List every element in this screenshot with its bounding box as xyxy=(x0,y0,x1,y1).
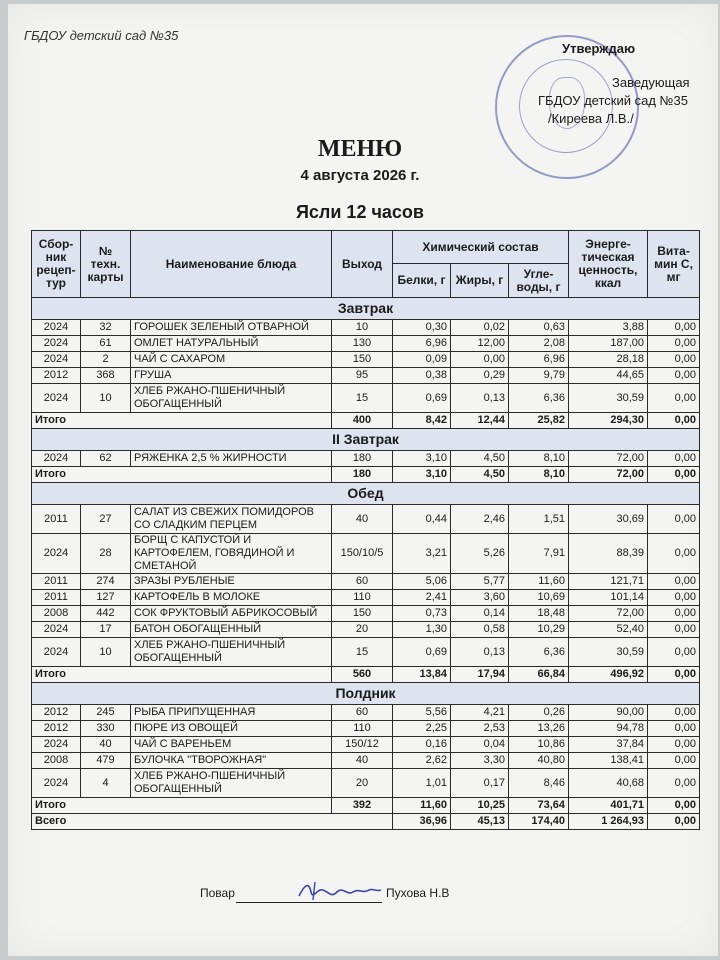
protein-cell: 0,44 xyxy=(393,505,451,534)
carbs-cell: 10,86 xyxy=(509,737,569,753)
total-row xyxy=(32,467,700,483)
protein-cell: 0,38 xyxy=(393,368,451,384)
protein-cell: 5,06 xyxy=(393,574,451,590)
dish-name-cell: ОМЛЕТ НАТУРАЛЬНЫЙ xyxy=(131,336,332,352)
carbs-cell: 10,29 xyxy=(509,622,569,638)
yield-cell: 15 xyxy=(332,638,393,667)
collection-cell: 2011 xyxy=(32,505,81,534)
table-row xyxy=(32,721,700,737)
total-fat-cell: 12,44 xyxy=(451,413,509,429)
menu-date: 4 августа 2026 г. xyxy=(300,167,420,184)
card-number-cell: 28 xyxy=(81,534,131,574)
yield-cell: 60 xyxy=(332,705,393,721)
card-number-cell: 442 xyxy=(81,606,131,622)
carbs-cell: 6,36 xyxy=(509,638,569,667)
yield-cell: 130 xyxy=(332,336,393,352)
energy-cell: 101,14 xyxy=(569,590,648,606)
total-carbs-cell: 8,10 xyxy=(509,467,569,483)
dish-name-cell: ХЛЕБ РЖАНО-ПШЕНИЧНЫЙ ОБОГАЩЕННЫЙ xyxy=(131,638,332,667)
dish-name-cell: РЫБА ПРИПУЩЕННАЯ xyxy=(131,705,332,721)
carbs-cell: 9,79 xyxy=(509,368,569,384)
protein-cell: 0,69 xyxy=(393,384,451,413)
total-protein-cell: 11,60 xyxy=(393,798,451,814)
protein-cell: 0,16 xyxy=(393,737,451,753)
col-card-header: № техн. карты xyxy=(81,231,131,298)
dish-name-cell: ЧАЙ С ВАРЕНЬЕМ xyxy=(131,737,332,753)
card-number-cell: 2 xyxy=(81,352,131,368)
card-number-cell: 330 xyxy=(81,721,131,737)
table-row xyxy=(32,705,700,721)
collection-cell: 2012 xyxy=(32,368,81,384)
section-title: Полдник xyxy=(32,683,700,705)
yield-cell: 180 xyxy=(332,451,393,467)
total-yield-cell: 392 xyxy=(332,798,393,814)
table-row xyxy=(32,590,700,606)
energy-cell: 52,40 xyxy=(569,622,648,638)
table-row xyxy=(32,769,700,798)
col-chem-header: Химический состав xyxy=(393,231,569,264)
fat-cell: 2,46 xyxy=(451,505,509,534)
card-number-cell: 127 xyxy=(81,590,131,606)
dish-name-cell: БАТОН ОБОГАЩЕННЫЙ xyxy=(131,622,332,638)
yield-cell: 150/12 xyxy=(332,737,393,753)
table-row xyxy=(32,753,700,769)
dish-name-cell: БОРЩ С КАПУСТОЙ И КАРТОФЕЛЕМ, ГОВЯДИНОЙ И СМЕТАНОЙ xyxy=(131,534,332,574)
dish-name-cell: ГРУША xyxy=(131,368,332,384)
vitamin-cell: 0,00 xyxy=(648,574,700,590)
fat-cell: 0,13 xyxy=(451,384,509,413)
energy-cell: 30,69 xyxy=(569,505,648,534)
dish-name-cell: ПЮРЕ ИЗ ОВОЩЕЙ xyxy=(131,721,332,737)
yield-cell: 15 xyxy=(332,384,393,413)
total-carbs-cell: 25,82 xyxy=(509,413,569,429)
total-fat-cell: 10,25 xyxy=(451,798,509,814)
fat-cell: 4,50 xyxy=(451,451,509,467)
yield-cell: 150/10/5 xyxy=(332,534,393,574)
fat-cell: 0,29 xyxy=(451,368,509,384)
grand-total-fat-cell: 45,13 xyxy=(451,814,509,830)
energy-cell: 30,59 xyxy=(569,384,648,413)
energy-cell: 187,00 xyxy=(569,336,648,352)
collection-cell: 2011 xyxy=(32,590,81,606)
table-row xyxy=(32,336,700,352)
organization-name: ГБДОУ детский сад №35 xyxy=(24,28,179,43)
table-row xyxy=(32,451,700,467)
total-vitamin-cell: 0,00 xyxy=(648,798,700,814)
fat-cell: 0,02 xyxy=(451,320,509,336)
carbs-cell: 40,80 xyxy=(509,753,569,769)
grand-total-energy-cell: 1 264,93 xyxy=(569,814,648,830)
grand-total-row xyxy=(32,814,700,830)
section-row xyxy=(32,429,700,451)
total-energy-cell: 72,00 xyxy=(569,467,648,483)
collection-cell: 2024 xyxy=(32,622,81,638)
energy-cell: 88,39 xyxy=(569,534,648,574)
carbs-cell: 8,10 xyxy=(509,451,569,467)
card-number-cell: 479 xyxy=(81,753,131,769)
fat-cell: 12,00 xyxy=(451,336,509,352)
collection-cell: 2008 xyxy=(32,606,81,622)
carbs-cell: 0,26 xyxy=(509,705,569,721)
card-number-cell: 4 xyxy=(81,769,131,798)
total-yield-cell: 180 xyxy=(332,467,393,483)
approval-block xyxy=(538,40,690,128)
approval-name: /Киреева Л.В./ xyxy=(548,111,634,126)
table-row xyxy=(32,606,700,622)
protein-cell: 0,09 xyxy=(393,352,451,368)
energy-cell: 72,00 xyxy=(569,606,648,622)
approval-organization: ГБДОУ детский сад №35 xyxy=(538,93,688,108)
col-fat-header: Жиры, г xyxy=(451,264,509,298)
fat-cell: 5,77 xyxy=(451,574,509,590)
dish-name-cell: ХЛЕБ РЖАНО-ПШЕНИЧНЫЙ ОБОГАЩЕННЫЙ xyxy=(131,384,332,413)
protein-cell: 0,73 xyxy=(393,606,451,622)
vitamin-cell: 0,00 xyxy=(648,737,700,753)
carbs-cell: 11,60 xyxy=(509,574,569,590)
dish-name-cell: ХЛЕБ РЖАНО-ПШЕНИЧНЫЙ ОБОГАЩЕННЫЙ xyxy=(131,769,332,798)
total-energy-cell: 294,30 xyxy=(569,413,648,429)
grand-total-vitamin-cell: 0,00 xyxy=(648,814,700,830)
carbs-cell: 10,69 xyxy=(509,590,569,606)
fat-cell: 3,60 xyxy=(451,590,509,606)
table-row xyxy=(32,320,700,336)
yield-cell: 95 xyxy=(332,368,393,384)
section-title: II Завтрак xyxy=(32,429,700,451)
card-number-cell: 10 xyxy=(81,384,131,413)
grand-total-protein-cell: 36,96 xyxy=(393,814,451,830)
carbs-cell: 6,36 xyxy=(509,384,569,413)
carbs-cell: 0,63 xyxy=(509,320,569,336)
total-vitamin-cell: 0,00 xyxy=(648,467,700,483)
table-row xyxy=(32,368,700,384)
collection-cell: 2011 xyxy=(32,574,81,590)
yield-cell: 110 xyxy=(332,721,393,737)
protein-cell: 6,96 xyxy=(393,336,451,352)
total-yield-cell: 560 xyxy=(332,667,393,683)
fat-cell: 0,14 xyxy=(451,606,509,622)
carbs-cell: 13,26 xyxy=(509,721,569,737)
protein-cell: 3,21 xyxy=(393,534,451,574)
yield-cell: 10 xyxy=(332,320,393,336)
card-number-cell: 17 xyxy=(81,622,131,638)
energy-cell: 94,78 xyxy=(569,721,648,737)
card-number-cell: 32 xyxy=(81,320,131,336)
document-title: МЕНЮ xyxy=(317,136,403,162)
carbs-cell: 6,96 xyxy=(509,352,569,368)
approval-title: Утверждаю xyxy=(562,41,636,56)
total-energy-cell: 496,92 xyxy=(569,667,648,683)
dish-name-cell: РЯЖЕНКА 2,5 % ЖИРНОСТИ xyxy=(131,451,332,467)
total-fat-cell: 17,94 xyxy=(451,667,509,683)
vitamin-cell: 0,00 xyxy=(648,451,700,467)
vitamin-cell: 0,00 xyxy=(648,590,700,606)
energy-cell: 121,71 xyxy=(569,574,648,590)
section-title: Обед xyxy=(32,483,700,505)
yield-cell: 150 xyxy=(332,352,393,368)
protein-cell: 0,69 xyxy=(393,638,451,667)
yield-cell: 40 xyxy=(332,753,393,769)
vitamin-cell: 0,00 xyxy=(648,622,700,638)
protein-cell: 0,30 xyxy=(393,320,451,336)
total-label: Итого xyxy=(32,667,332,683)
yield-cell: 110 xyxy=(332,590,393,606)
carbs-cell: 7,91 xyxy=(509,534,569,574)
vitamin-cell: 0,00 xyxy=(648,320,700,336)
carbs-cell: 2,08 xyxy=(509,336,569,352)
col-vitamin-header: Вита-мин С, мг xyxy=(648,231,700,298)
section-row xyxy=(32,298,700,320)
card-number-cell: 61 xyxy=(81,336,131,352)
dish-name-cell: СОК ФРУКТОВЫЙ АБРИКОСОВЫЙ xyxy=(131,606,332,622)
total-row xyxy=(32,798,700,814)
table-row xyxy=(32,352,700,368)
collection-cell: 2024 xyxy=(32,534,81,574)
section-title: Завтрак xyxy=(32,298,700,320)
card-number-cell: 40 xyxy=(81,737,131,753)
total-yield-cell: 400 xyxy=(332,413,393,429)
total-vitamin-cell: 0,00 xyxy=(648,667,700,683)
card-number-cell: 62 xyxy=(81,451,131,467)
card-number-cell: 27 xyxy=(81,505,131,534)
dish-name-cell: БУЛОЧКА "ТВОРОЖНАЯ" xyxy=(131,753,332,769)
fat-cell: 0,58 xyxy=(451,622,509,638)
total-protein-cell: 8,42 xyxy=(393,413,451,429)
protein-cell: 1,30 xyxy=(393,622,451,638)
vitamin-cell: 0,00 xyxy=(648,721,700,737)
total-protein-cell: 13,84 xyxy=(393,667,451,683)
yield-cell: 40 xyxy=(332,505,393,534)
dish-name-cell: САЛАТ ИЗ СВЕЖИХ ПОМИДОРОВ СО СЛАДКИМ ПЕРЦЕМ xyxy=(131,505,332,534)
total-label: Итого xyxy=(32,413,332,429)
vitamin-cell: 0,00 xyxy=(648,336,700,352)
vitamin-cell: 0,00 xyxy=(648,753,700,769)
vitamin-cell: 0,00 xyxy=(648,368,700,384)
collection-cell: 2024 xyxy=(32,352,81,368)
carbs-cell: 1,51 xyxy=(509,505,569,534)
menu-table-body xyxy=(32,298,700,830)
collection-cell: 2024 xyxy=(32,336,81,352)
collection-cell: 2024 xyxy=(32,320,81,336)
dish-name-cell: ГОРОШЕК ЗЕЛЕНЫЙ ОТВАРНОЙ xyxy=(131,320,332,336)
energy-cell: 28,18 xyxy=(569,352,648,368)
energy-cell: 90,00 xyxy=(569,705,648,721)
grand-total-label: Всего xyxy=(32,814,393,830)
card-number-cell: 245 xyxy=(81,705,131,721)
collection-cell: 2024 xyxy=(32,769,81,798)
table-row xyxy=(32,622,700,638)
section-row xyxy=(32,483,700,505)
total-label: Итого xyxy=(32,467,332,483)
energy-cell: 30,59 xyxy=(569,638,648,667)
col-carbs-header: Угле-воды, г xyxy=(509,264,569,298)
protein-cell: 2,25 xyxy=(393,721,451,737)
collection-cell: 2024 xyxy=(32,638,81,667)
energy-cell: 72,00 xyxy=(569,451,648,467)
fat-cell: 4,21 xyxy=(451,705,509,721)
collection-cell: 2012 xyxy=(32,721,81,737)
total-protein-cell: 3,10 xyxy=(393,467,451,483)
card-number-cell: 10 xyxy=(81,638,131,667)
yield-cell: 60 xyxy=(332,574,393,590)
yield-cell: 150 xyxy=(332,606,393,622)
cook-signature xyxy=(295,878,385,904)
energy-cell: 37,84 xyxy=(569,737,648,753)
total-energy-cell: 401,71 xyxy=(569,798,648,814)
protein-cell: 5,56 xyxy=(393,705,451,721)
yield-cell: 20 xyxy=(332,769,393,798)
grand-total-carbs-cell: 174,40 xyxy=(509,814,569,830)
col-collection-header: Сбор-ник рецеп-тур xyxy=(32,231,81,298)
total-row xyxy=(32,413,700,429)
fat-cell: 5,26 xyxy=(451,534,509,574)
approval-position: Заведующая xyxy=(612,75,690,90)
energy-cell: 40,68 xyxy=(569,769,648,798)
vitamin-cell: 0,00 xyxy=(648,352,700,368)
fat-cell: 0,04 xyxy=(451,737,509,753)
protein-cell: 2,62 xyxy=(393,753,451,769)
fat-cell: 0,00 xyxy=(451,352,509,368)
fat-cell: 0,17 xyxy=(451,769,509,798)
table-row xyxy=(32,534,700,574)
table-row xyxy=(32,737,700,753)
vitamin-cell: 0,00 xyxy=(648,534,700,574)
table-row xyxy=(32,574,700,590)
dish-name-cell: ЧАЙ С САХАРОМ xyxy=(131,352,332,368)
protein-cell: 2,41 xyxy=(393,590,451,606)
total-row xyxy=(32,667,700,683)
col-energy-header: Энерге-тическая ценность, ккал xyxy=(569,231,648,298)
carbs-cell: 18,48 xyxy=(509,606,569,622)
col-protein-header: Белки, г xyxy=(393,264,451,298)
vitamin-cell: 0,00 xyxy=(648,505,700,534)
protein-cell: 3,10 xyxy=(393,451,451,467)
col-dish-header: Наименование блюда xyxy=(131,231,332,298)
fat-cell: 2,53 xyxy=(451,721,509,737)
collection-cell: 2008 xyxy=(32,753,81,769)
collection-cell: 2024 xyxy=(32,384,81,413)
fat-cell: 3,30 xyxy=(451,753,509,769)
total-carbs-cell: 66,84 xyxy=(509,667,569,683)
yield-cell: 20 xyxy=(332,622,393,638)
total-fat-cell: 4,50 xyxy=(451,467,509,483)
dish-name-cell: ЗРАЗЫ РУБЛЕНЫЕ xyxy=(131,574,332,590)
total-label: Итого xyxy=(32,798,332,814)
table-row xyxy=(32,505,700,534)
cook-label: Повар xyxy=(200,886,235,900)
vitamin-cell: 0,00 xyxy=(648,705,700,721)
menu-table xyxy=(31,230,700,830)
col-yield-header: Выход xyxy=(332,231,393,298)
vitamin-cell: 0,00 xyxy=(648,769,700,798)
protein-cell: 1,01 xyxy=(393,769,451,798)
dish-name-cell: КАРТОФЕЛЬ В МОЛОКЕ xyxy=(131,590,332,606)
section-row xyxy=(32,683,700,705)
total-vitamin-cell: 0,00 xyxy=(648,413,700,429)
total-carbs-cell: 73,64 xyxy=(509,798,569,814)
energy-cell: 138,41 xyxy=(569,753,648,769)
table-row xyxy=(32,384,700,413)
collection-cell: 2024 xyxy=(32,451,81,467)
vitamin-cell: 0,00 xyxy=(648,606,700,622)
cook-name: Пухова Н.В xyxy=(386,886,450,900)
vitamin-cell: 0,00 xyxy=(648,638,700,667)
carbs-cell: 8,46 xyxy=(509,769,569,798)
energy-cell: 3,88 xyxy=(569,320,648,336)
collection-cell: 2024 xyxy=(32,737,81,753)
card-number-cell: 274 xyxy=(81,574,131,590)
collection-cell: 2012 xyxy=(32,705,81,721)
card-number-cell: 368 xyxy=(81,368,131,384)
table-row xyxy=(32,638,700,667)
group-name: Ясли 12 часов xyxy=(295,202,424,222)
energy-cell: 44,65 xyxy=(569,368,648,384)
fat-cell: 0,13 xyxy=(451,638,509,667)
vitamin-cell: 0,00 xyxy=(648,384,700,413)
